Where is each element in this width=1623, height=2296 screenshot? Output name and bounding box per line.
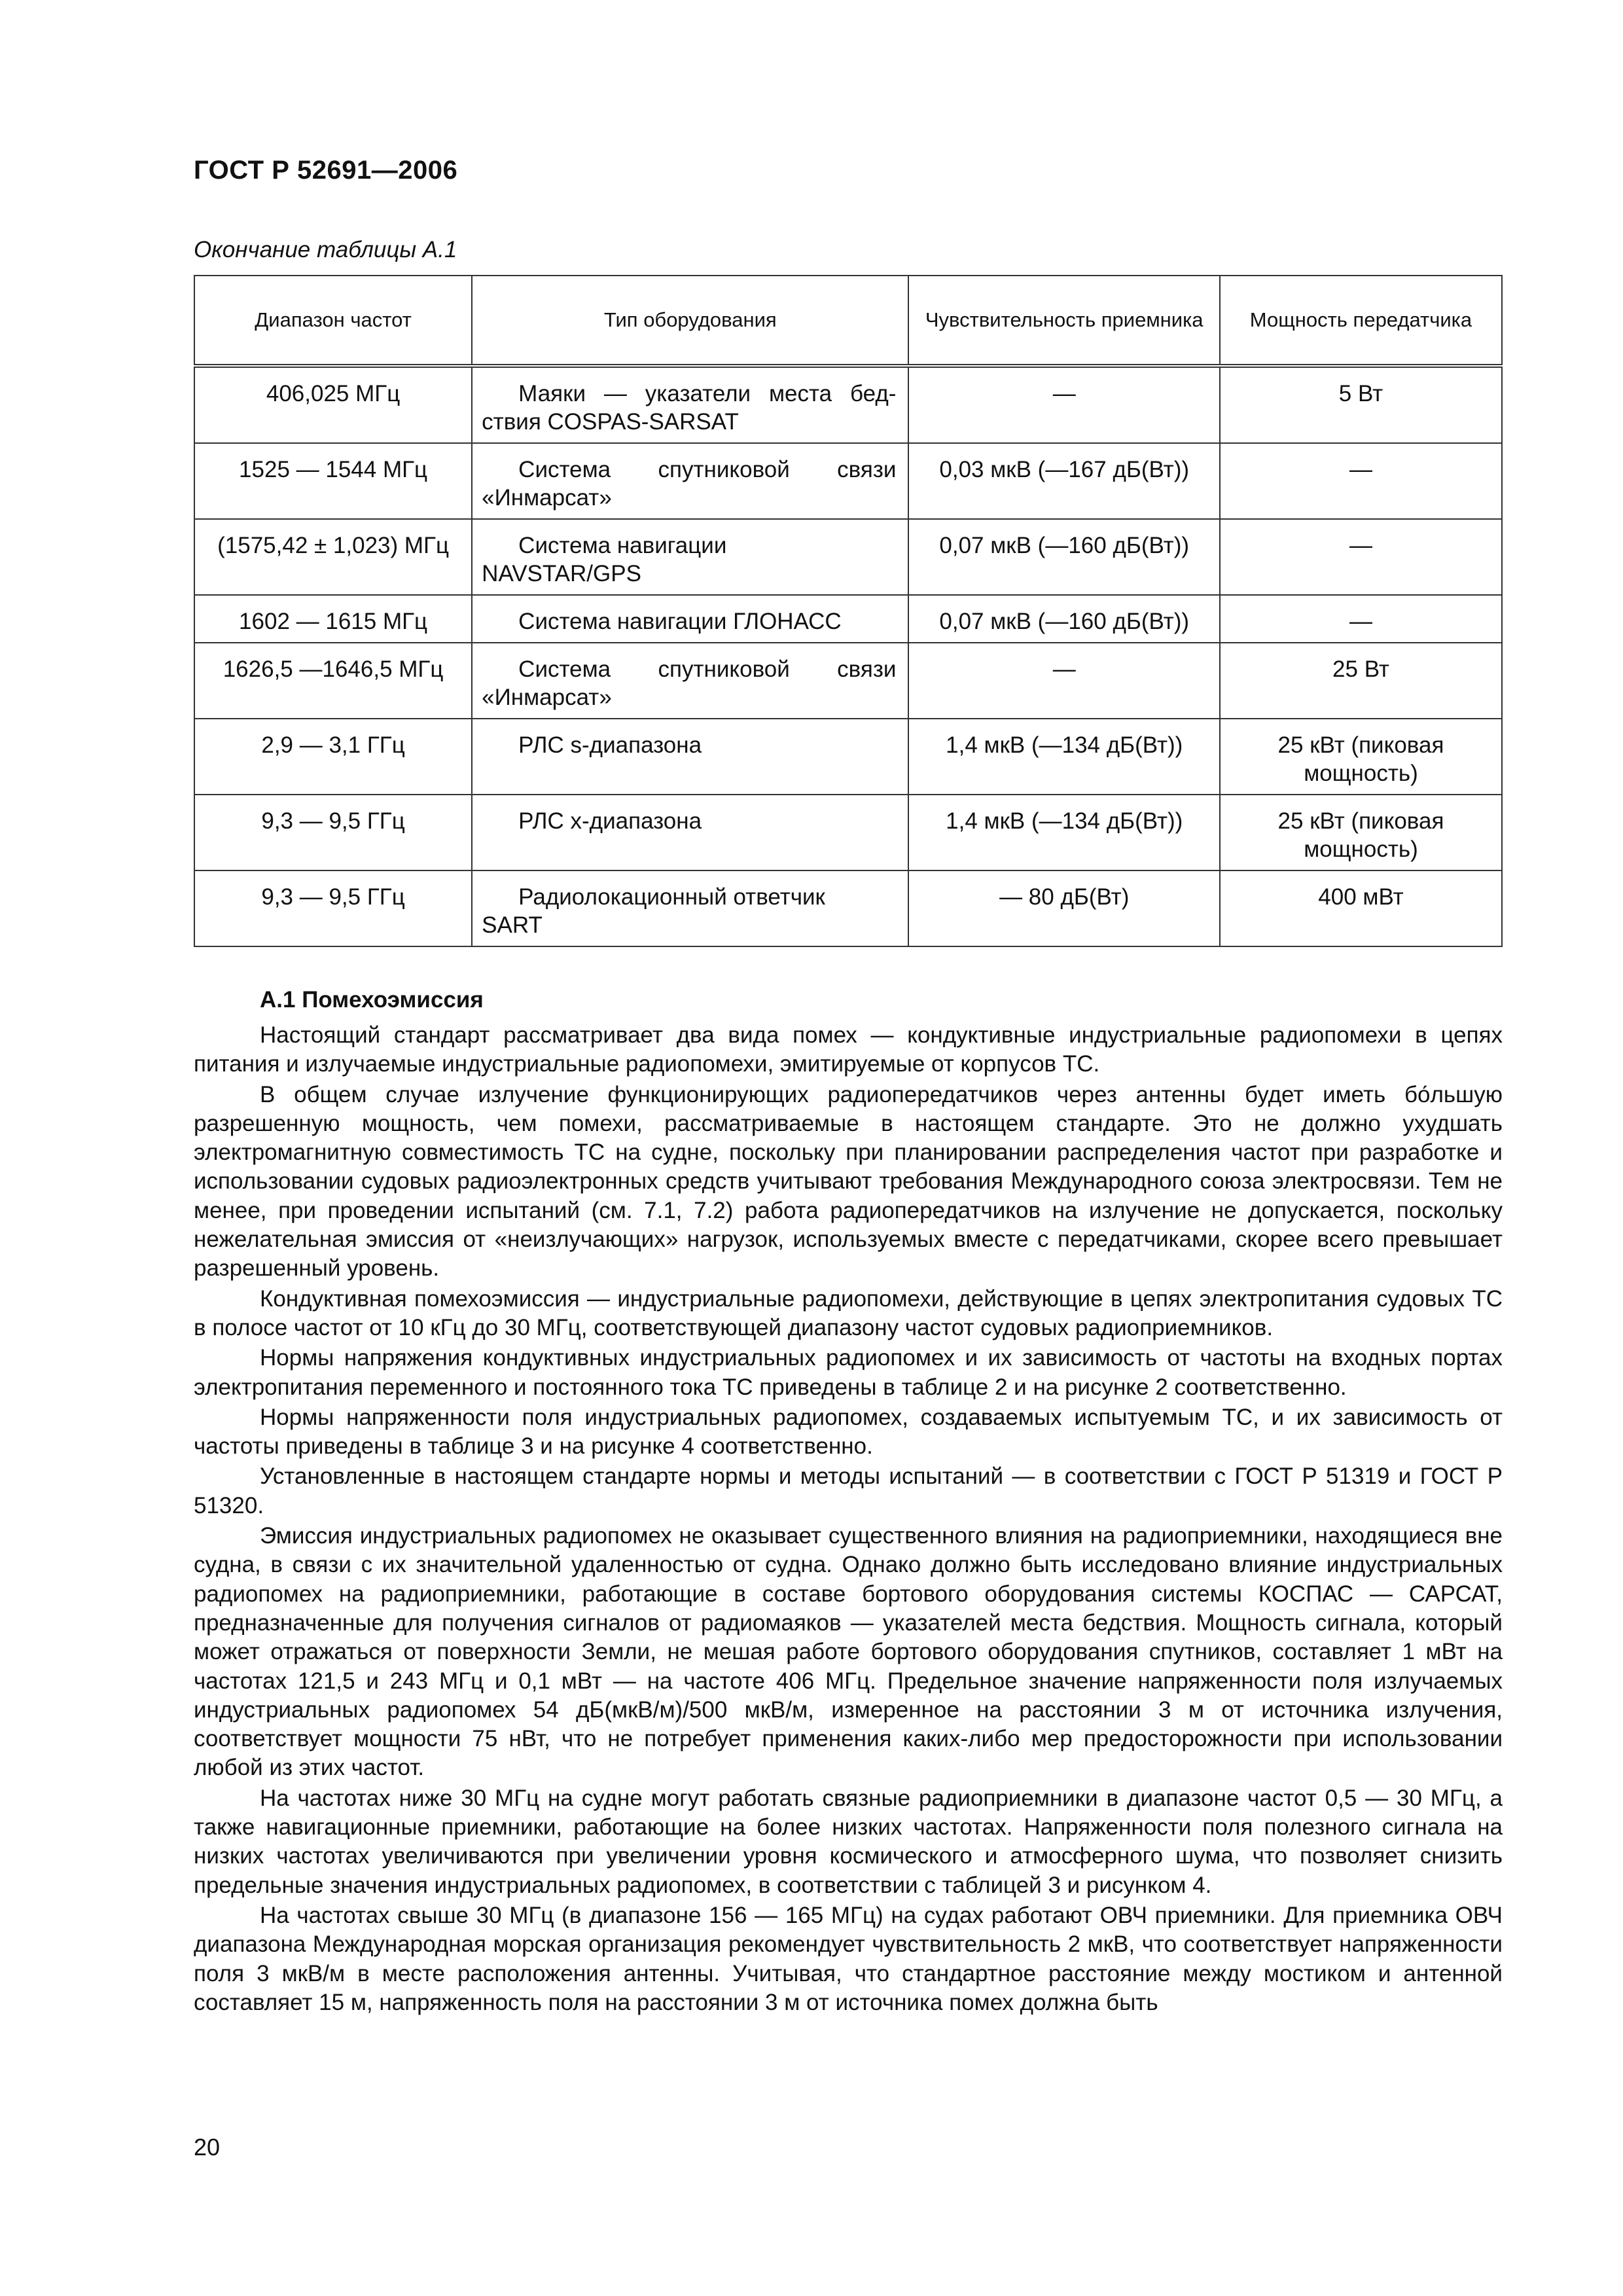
paragraph: В общем случае излучение функционирующих радиопередатчиков через антенны будет иметь бо́льшую разрешенную мощность, чем помехи, рассматриваемые в настоящем стандарте. Это не должно ухудшать электромагнитную совместимость ТС на судне, поскольку при планировании распределения частот при разработке и использовании судовых радиоэлектронных средств учитывают требования Международного союза электросвязи. Тем не менее, при проведении испытаний (см. 7.1, 7.2) работа радиопередатчиков на излучение не допускается, поскольку нежелательная эмиссия от «неизлучающих» нагрузок, используемых вместе с передатчиками, скорее всего превышает разрешенный уровень. <box>194 1081 1503 1282</box>
column-header-type: Тип оборудования <box>472 276 908 366</box>
column-header-sensitivity: Чувствительность приемника <box>908 276 1220 366</box>
cell-sensitivity: — <box>908 643 1220 719</box>
cell-type: РЛС x-диапазона <box>472 795 908 870</box>
cell-type-line: Система навигации <box>518 533 727 558</box>
cell-type-line: Система спутниковой связи <box>518 656 897 682</box>
cell-type: РЛС s-диапазона <box>472 719 908 795</box>
cell-sensitivity: 0,07 мкВ (—160 дБ(Вт)) <box>908 595 1220 643</box>
cell-type: Система навигации ГЛОНАСС <box>472 595 908 643</box>
column-header-power: Мощность передатчика <box>1220 276 1502 366</box>
cell-type-line: SART <box>482 912 543 938</box>
table-row <box>194 870 1502 946</box>
table-row <box>194 595 1502 643</box>
table-row <box>194 719 1502 795</box>
cell-range: 406,025 МГц <box>194 366 472 443</box>
cell-range: 9,3 — 9,5 ГГц <box>194 795 472 870</box>
cell-sensitivity: 0,07 мкВ (—160 дБ(Вт)) <box>908 519 1220 595</box>
cell-power: 25 кВт (пиковая мощность) <box>1220 795 1502 870</box>
cell-sensitivity: 0,03 мкВ (—167 дБ(Вт)) <box>908 443 1220 519</box>
cell-type-line: Система спутниковой связи <box>518 457 897 482</box>
page-number: 20 <box>194 2134 221 2161</box>
cell-type-line: Радиолокационный ответчик <box>518 884 825 910</box>
cell-type-line: NAVSTAR/GPS <box>482 561 641 586</box>
cell-range: 1602 — 1615 МГц <box>194 595 472 643</box>
cell-type-line: «Инмарсат» <box>482 685 612 710</box>
cell-type <box>472 870 908 946</box>
frequency-table <box>194 275 1503 947</box>
document-header: ГОСТ Р 52691—2006 <box>194 156 458 185</box>
cell-sensitivity: — <box>908 366 1220 443</box>
column-header-range: Диапазон частот <box>194 276 472 366</box>
cell-type <box>472 643 908 719</box>
cell-sensitivity: — 80 дБ(Вт) <box>908 870 1220 946</box>
paragraph: Нормы напряженности поля индустриальных радиопомех, создаваемых испытуемым ТС, и их зависимость от частоты приведены в таблице 3 и на рисунке 4 соответственно. <box>194 1404 1503 1460</box>
cell-range: 1626,5 —1646,5 МГц <box>194 643 472 719</box>
table-row <box>194 443 1502 519</box>
cell-power: — <box>1220 519 1502 595</box>
table-row <box>194 643 1502 719</box>
cell-type-line: Маяки — указатели места бед- <box>518 381 897 406</box>
paragraph: На частотах свыше 30 МГц (в диапазоне 156 — 165 МГц) на судах работают ОВЧ приемники. Для приемника ОВЧ диапазона Международная морская организация рекомендует чувствительность 2 мкВ, что соответствует напряженности поля 3 мкВ/м в месте расположения антенны. Учитывая, что стандартное расстояние между мостиком и антенной составляет 15 м, напряженность поля на расстоянии 3 м от источника помех должна быть <box>194 1902 1503 2015</box>
cell-power: 25 кВт (пиковая мощность) <box>1220 719 1502 795</box>
paragraph: Установленные в настоящем стандарте нормы и методы испытаний — в соответствии с ГОСТ Р 51319 и ГОСТ Р 51320. <box>194 1463 1503 1518</box>
table-header-row <box>194 276 1502 366</box>
cell-sensitivity: 1,4 мкВ (—134 дБ(Вт)) <box>908 795 1220 870</box>
paragraph: Настоящий стандарт рассматривает два вида помех — кондуктивные индустриальные радиопомехи в цепях питания и излучаемые индустриальные радиопомехи, эмитируемые от корпусов ТС. <box>194 1022 1503 1077</box>
cell-range: 9,3 — 9,5 ГГц <box>194 870 472 946</box>
cell-type-line: ствия COSPAS-SARSAT <box>482 409 739 435</box>
table-row <box>194 795 1502 870</box>
cell-power: 5 Вт <box>1220 366 1502 443</box>
table-row <box>194 366 1502 443</box>
cell-power: — <box>1220 443 1502 519</box>
paragraph: Кондуктивная помехоэмиссия — индустриальные радиопомехи, действующие в цепях электропитания судовых ТС в полосе частот от 10 кГц до 30 МГц, соответствующей диапазону частот судовых радиоприемников. <box>194 1285 1503 1340</box>
body-text <box>194 1021 1503 2018</box>
cell-power: 400 мВт <box>1220 870 1502 946</box>
table-row <box>194 519 1502 595</box>
cell-range: 2,9 — 3,1 ГГц <box>194 719 472 795</box>
cell-range: 1525 — 1544 МГц <box>194 443 472 519</box>
cell-power: 25 Вт <box>1220 643 1502 719</box>
paragraph: На частотах ниже 30 МГц на судне могут работать связные радиоприемники в диапазоне частот 0,5 — 30 МГц, а также навигационные приемники, работающие на более низких частотах. Напряженности поля полезного сигнала на низких частотах увеличиваются при увеличении уровня космического и атмосферного шума, что позволяет снизить предельные значения индустриальных радиопомех, в соответствии с таблицей 3 и рисунком 4. <box>194 1785 1503 1898</box>
paragraph: Эмиссия индустриальных радиопомех не оказывает существенного влияния на радиоприемники, находящиеся вне судна, в связи с их значительной удаленностью от судна. Однако должно быть исследовано влияние индустриальных радиопомех на радиоприемники, работающие в составе бортового оборудования системы КОСПАС — САРСАТ, предназначенные для получения сигналов от радиомаяков — указателей места бедствия. Мощность сигнала, который может отражаться от поверхности Земли, не мешая работе бортового оборудования спутников, составляет 1 мВт на частотах 121,5 и 243 МГц и 0,1 мВт — на частоте 406 МГц. Предельное значение напряженности поля излучаемых индустриальных радиопомех 54 дБ(мкВ/м)/500 мкВ/м, измеренное на расстоянии 3 м от источника излучения, соответствует мощности 75 нВт, что не потребует применения каких-либо мер предосторожности при использовании любой из этих частот. <box>194 1523 1503 1781</box>
cell-type-line: «Инмарсат» <box>482 485 612 511</box>
cell-type <box>472 519 908 595</box>
cell-range: (1575,42 ± 1,023) МГц <box>194 519 472 595</box>
cell-type <box>472 443 908 519</box>
cell-type <box>472 366 908 443</box>
table-caption: Окончание таблицы А.1 <box>194 237 457 262</box>
cell-power: — <box>1220 595 1502 643</box>
section-title: А.1 Помехоэмиссия <box>260 987 484 1013</box>
paragraph: Нормы напряжения кондуктивных индустриальных радиопомех и их зависимость от частоты на входных портах электропитания переменного и постоянного тока ТС приведены в таблице 2 и на рисунке 2 соответственно. <box>194 1345 1503 1400</box>
cell-sensitivity: 1,4 мкВ (—134 дБ(Вт)) <box>908 719 1220 795</box>
